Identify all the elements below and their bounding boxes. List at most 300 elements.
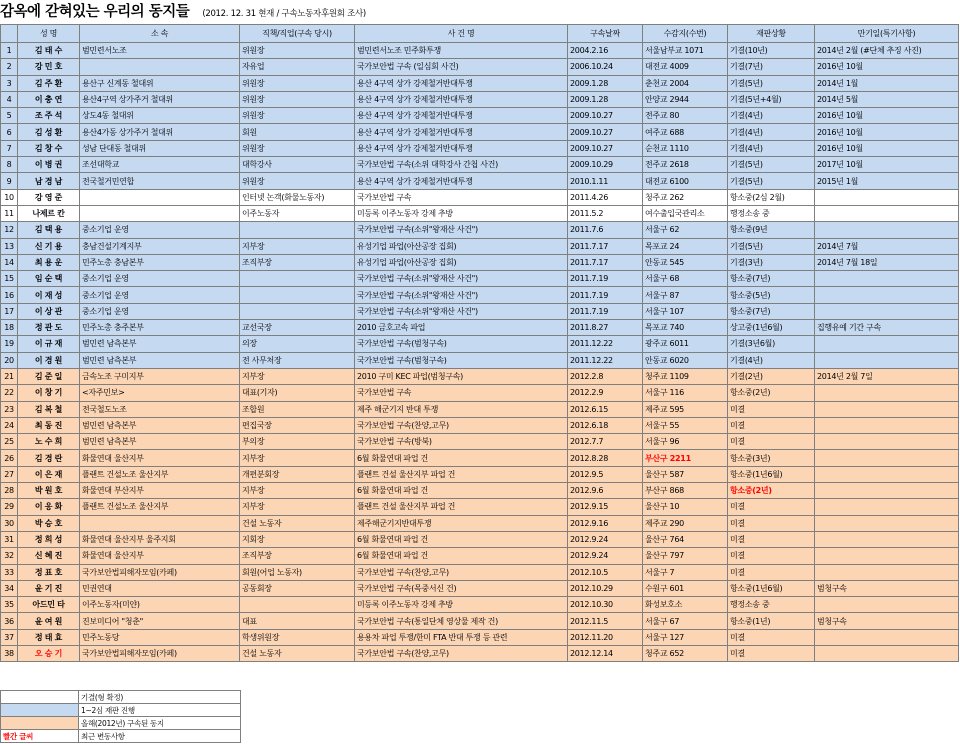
row-trial: 미결 [728, 645, 815, 661]
table-row [1, 287, 959, 303]
row-case: 6월 화물연대 파업 건 [355, 483, 568, 499]
row-org: 전국철거민연합 [80, 173, 240, 189]
row-expiry: 2016년 10월 [815, 140, 959, 156]
row-org [80, 189, 240, 205]
row-position: 지부장 [240, 499, 355, 515]
row-trial: 기결(10년) [728, 43, 815, 59]
row-number: 34 [1, 580, 18, 596]
table-row [1, 222, 959, 238]
row-position: 위원장 [240, 140, 355, 156]
row-date: 2012.10.5 [568, 564, 643, 580]
row-case: 국가보안법 구속(찬양,고무) [355, 564, 568, 580]
row-date: 2012.11.5 [568, 613, 643, 629]
table-header [1, 25, 959, 43]
row-expiry [815, 385, 959, 401]
row-case: 6월 화물연대 파업 건 [355, 548, 568, 564]
row-position: 공동회장 [240, 580, 355, 596]
row-prison: 서울구 55 [643, 417, 728, 433]
legend-swatch [1, 691, 79, 704]
row-position: 대표(기자) [240, 385, 355, 401]
table-row [1, 401, 959, 417]
table-row [1, 548, 959, 564]
row-name: 박 승 호 [18, 515, 80, 531]
header-position: 직책/직업(구속 당시) [240, 25, 355, 43]
row-position: 조직부장 [240, 254, 355, 270]
row-position: 위원장 [240, 173, 355, 189]
row-org: 용산4구역 상가주거 철대위 [80, 91, 240, 107]
row-name: 이 응 화 [18, 499, 80, 515]
row-position: 지부장 [240, 368, 355, 384]
row-case: 국가보안법 구속(방북) [355, 434, 568, 450]
row-position: 위원장 [240, 75, 355, 91]
row-case: 용산 4구역 상가 강제철거반대투쟁 [355, 75, 568, 91]
row-case: 국가보안법 구속(소위"왕재산 사건") [355, 222, 568, 238]
row-date: 2011.4.26 [568, 189, 643, 205]
row-org: 화물연대 울산지부 [80, 548, 240, 564]
row-trial: 상고중(1년6월) [728, 320, 815, 336]
row-name: 정 태 효 [18, 629, 80, 645]
row-trial: 기결(3년6월) [728, 336, 815, 352]
row-date: 2012.2.8 [568, 368, 643, 384]
row-number: 13 [1, 238, 18, 254]
table-row [1, 303, 959, 319]
row-prison: 청주교 262 [643, 189, 728, 205]
table-row [1, 108, 959, 124]
row-prison: 여수출입국관리소 [643, 205, 728, 221]
row-position: 대학강사 [240, 157, 355, 173]
row-org: 범민련서노조 [80, 43, 240, 59]
row-case: 국가보안법 구속(범청구속) [355, 352, 568, 368]
row-date: 2009.10.27 [568, 108, 643, 124]
row-name: 임 순 택 [18, 271, 80, 287]
row-prison: 제주교 595 [643, 401, 728, 417]
row-prison: 수원구 601 [643, 580, 728, 596]
table-row [1, 613, 959, 629]
row-trial: 항소중(7년) [728, 303, 815, 319]
row-name: 강 민 호 [18, 59, 80, 75]
row-trial: 미결 [728, 629, 815, 645]
row-trial: 기결(7년) [728, 59, 815, 75]
row-prison: 목포교 740 [643, 320, 728, 336]
row-prison: 청주교 1109 [643, 368, 728, 384]
row-expiry: 2014년 2월 7일 [815, 368, 959, 384]
header-prison: 수감지(수번) [643, 25, 728, 43]
row-name: 윤 여 원 [18, 613, 80, 629]
row-case: 6월 화물연대 파업 건 [355, 531, 568, 547]
row-name: 이 은 재 [18, 466, 80, 482]
row-expiry: 2016년 10월 [815, 59, 959, 75]
row-name: 김 경 란 [18, 450, 80, 466]
row-expiry [815, 450, 959, 466]
row-trial: 항소중(7년) [728, 271, 815, 287]
row-number: 9 [1, 173, 18, 189]
row-org: 충남건설기계지부 [80, 238, 240, 254]
row-case: 2010 구미 KEC 파업(범청구속) [355, 368, 568, 384]
legend-label: 올해(2012년) 구속된 동지 [79, 717, 241, 730]
row-case: 국가보안법 구속(소위 대학강사 간첩 사건) [355, 157, 568, 173]
row-date: 2011.7.19 [568, 303, 643, 319]
row-case: 국가보안법 구속(소위"왕재산 사건") [355, 287, 568, 303]
row-case: 플랜트 건설 울산지부 파업 건 [355, 466, 568, 482]
row-case: 용산 4구역 상가 강제철거반대투쟁 [355, 124, 568, 140]
row-trial: 미결 [728, 499, 815, 515]
row-prison: 울산구 587 [643, 466, 728, 482]
row-case: 국가보안법 구속(범청구속) [355, 336, 568, 352]
row-name: 정 관 도 [18, 320, 80, 336]
row-number: 37 [1, 629, 18, 645]
row-org: 화물연대 울산지부 울주지회 [80, 531, 240, 547]
legend-swatch [1, 704, 79, 717]
row-date: 2009.1.28 [568, 75, 643, 91]
header-expiry: 만기일(특기사항) [815, 25, 959, 43]
table-row [1, 157, 959, 173]
row-case: 국가보안법 구속 (일심회 사건) [355, 59, 568, 75]
row-prison: 여주교 688 [643, 124, 728, 140]
row-number: 35 [1, 597, 18, 613]
row-position: 의장 [240, 336, 355, 352]
row-position: 교선국장 [240, 320, 355, 336]
row-date: 2011.12.22 [568, 336, 643, 352]
header-case: 사 건 명 [355, 25, 568, 43]
row-position [240, 222, 355, 238]
row-expiry [815, 483, 959, 499]
row-org: 이주노동자(미얀) [80, 597, 240, 613]
table-row [1, 368, 959, 384]
row-name: 김 태 수 [18, 43, 80, 59]
row-org: 범민련 남측본부 [80, 434, 240, 450]
row-prison: 청주교 652 [643, 645, 728, 661]
row-trial: 항소중(5년) [728, 287, 815, 303]
header-org: 소 속 [80, 25, 240, 43]
row-date: 2012.7.7 [568, 434, 643, 450]
row-expiry [815, 205, 959, 221]
row-case: 미등록 이주노동자 강제 추방 [355, 205, 568, 221]
row-org: 중소기업 운영 [80, 222, 240, 238]
row-prison: 부산구 2211 [643, 450, 728, 466]
row-org: 플랜트 건설노조 울산지부 [80, 499, 240, 515]
row-prison: 광주교 6011 [643, 336, 728, 352]
row-name: 이 병 권 [18, 157, 80, 173]
row-date: 2011.7.17 [568, 254, 643, 270]
row-date: 2011.8.27 [568, 320, 643, 336]
row-trial: 행정소송 중 [728, 597, 815, 613]
row-trial: 미결 [728, 417, 815, 433]
row-name: 남 경 남 [18, 173, 80, 189]
table-row [1, 75, 959, 91]
row-org: 범민련 남측본부 [80, 336, 240, 352]
row-position [240, 303, 355, 319]
row-name: 노 수 희 [18, 434, 80, 450]
row-date: 2012.9.24 [568, 531, 643, 547]
row-org: 용산구 신계동 철대위 [80, 75, 240, 91]
table-row [1, 531, 959, 547]
row-number: 2 [1, 59, 18, 75]
row-case: 유성기업 파업(아산공장 집회) [355, 254, 568, 270]
table-row [1, 417, 959, 433]
row-expiry [815, 222, 959, 238]
table-row [1, 320, 959, 336]
row-expiry [815, 417, 959, 433]
row-case: 용용차 파업 투쟁/한미 FTA 반대 투쟁 등 관련 [355, 629, 568, 645]
title-main: 감옥에 갇혀있는 우리의 동지들 [0, 4, 190, 20]
row-trial: 항소중(1년6월) [728, 580, 815, 596]
row-case: 제주해군기지반대투쟁 [355, 515, 568, 531]
row-trial: 항소중(9년 [728, 222, 815, 238]
row-trial: 기결(5년) [728, 157, 815, 173]
row-number: 19 [1, 336, 18, 352]
row-name: 이 규 재 [18, 336, 80, 352]
row-case: 2010 금호고속 파업 [355, 320, 568, 336]
row-trial: 기결(2년) [728, 368, 815, 384]
row-case: 제주 해군기지 반대 투쟁 [355, 401, 568, 417]
legend-item [1, 691, 241, 704]
row-org [80, 515, 240, 531]
title-sub: (2012. 12. 31 현재 / 구속노동자후원회 조사) [202, 9, 366, 19]
row-trial: 기결(5년) [728, 238, 815, 254]
prisoners-table [0, 24, 959, 662]
row-trial: 미결 [728, 434, 815, 450]
row-trial: 항소중(3년) [728, 450, 815, 466]
row-name: 오 승 기 [18, 645, 80, 661]
row-number: 27 [1, 466, 18, 482]
row-case: 유성기업 파업(아산공장 집회) [355, 238, 568, 254]
row-date: 2011.7.6 [568, 222, 643, 238]
row-expiry [815, 466, 959, 482]
row-case: 용산 4구역 상가 강제철거반대투쟁 [355, 91, 568, 107]
row-org: 범민련 남측본부 [80, 352, 240, 368]
row-number: 29 [1, 499, 18, 515]
row-date: 2004.2.16 [568, 43, 643, 59]
row-number: 12 [1, 222, 18, 238]
row-position: 지부장 [240, 483, 355, 499]
row-number: 21 [1, 368, 18, 384]
row-org: 상도4동 철대위 [80, 108, 240, 124]
row-position: 지부장 [240, 450, 355, 466]
row-expiry: 2014년 7월 18일 [815, 254, 959, 270]
row-org: 중소기업 운영 [80, 287, 240, 303]
row-org: 민주노동당 [80, 629, 240, 645]
row-date: 2009.10.27 [568, 140, 643, 156]
row-number: 15 [1, 271, 18, 287]
table-row [1, 43, 959, 59]
row-expiry: 범청구속 [815, 580, 959, 596]
row-number: 24 [1, 417, 18, 433]
row-prison: 제주교 290 [643, 515, 728, 531]
table-row [1, 124, 959, 140]
row-trial: 항소중(2심 2월) [728, 189, 815, 205]
row-name: 김 복 철 [18, 401, 80, 417]
row-trial: 미결 [728, 564, 815, 580]
row-date: 2006.10.24 [568, 59, 643, 75]
row-date: 2012.9.6 [568, 483, 643, 499]
row-number: 11 [1, 205, 18, 221]
table-row [1, 352, 959, 368]
row-prison: 대전교 4009 [643, 59, 728, 75]
row-expiry: 2015년 1월 [815, 173, 959, 189]
row-name: 최 동 진 [18, 417, 80, 433]
row-name: 김 주 환 [18, 75, 80, 91]
row-date: 2012.6.15 [568, 401, 643, 417]
row-trial: 미결 [728, 401, 815, 417]
row-date: 2012.12.14 [568, 645, 643, 661]
row-date: 2011.5.2 [568, 205, 643, 221]
row-org: 성남 단대동 철대위 [80, 140, 240, 156]
row-name: 신 혜 진 [18, 548, 80, 564]
row-position: 조직부장 [240, 548, 355, 564]
row-prison: 안양교 2944 [643, 91, 728, 107]
row-trial: 기결(5년) [728, 173, 815, 189]
row-position: 인터넷 논객(화물노동자) [240, 189, 355, 205]
row-trial: 항소중(1년6월) [728, 466, 815, 482]
row-prison: 서울구 127 [643, 629, 728, 645]
table-row [1, 629, 959, 645]
row-position: 건설 노동자 [240, 645, 355, 661]
row-date: 2011.7.17 [568, 238, 643, 254]
row-org: 화물연대 울산지부 [80, 450, 240, 466]
row-expiry [815, 531, 959, 547]
row-prison: 울산구 797 [643, 548, 728, 564]
row-number: 36 [1, 613, 18, 629]
row-position: 위원장 [240, 91, 355, 107]
row-prison: 서울구 96 [643, 434, 728, 450]
table-row [1, 173, 959, 189]
row-org: 진보미디어 "청춘" [80, 613, 240, 629]
row-date: 2011.12.22 [568, 352, 643, 368]
legend-item [1, 730, 241, 743]
legend-label: 최근 변동사항 [79, 730, 241, 743]
table-row [1, 205, 959, 221]
row-date: 2012.8.28 [568, 450, 643, 466]
row-name: 박 원 호 [18, 483, 80, 499]
row-date: 2012.2.9 [568, 385, 643, 401]
row-position: 건설 노동자 [240, 515, 355, 531]
legend-item [1, 717, 241, 730]
row-number: 17 [1, 303, 18, 319]
row-prison: 서울구 7 [643, 564, 728, 580]
row-date: 2012.6.18 [568, 417, 643, 433]
row-number: 1 [1, 43, 18, 59]
row-trial: 기결(4년) [728, 352, 815, 368]
row-name: 최 용 운 [18, 254, 80, 270]
row-date: 2012.9.15 [568, 499, 643, 515]
row-prison: 서울구 107 [643, 303, 728, 319]
row-date: 2011.7.19 [568, 287, 643, 303]
row-date: 2012.10.30 [568, 597, 643, 613]
row-expiry [815, 645, 959, 661]
row-position: 이주노동자 [240, 205, 355, 221]
row-org: 플랜트 건설노조 울산지부 [80, 466, 240, 482]
row-name: 신 기 용 [18, 238, 80, 254]
row-number: 14 [1, 254, 18, 270]
row-number: 3 [1, 75, 18, 91]
row-date: 2012.9.24 [568, 548, 643, 564]
row-date: 2012.11.20 [568, 629, 643, 645]
row-org: 용산4가동 상가주거 철대위 [80, 124, 240, 140]
row-prison: 울산구 764 [643, 531, 728, 547]
row-number: 4 [1, 91, 18, 107]
row-trial: 항소중(1년) [728, 613, 815, 629]
row-position: 대표 [240, 613, 355, 629]
row-date: 2011.7.19 [568, 271, 643, 287]
row-name: 정 표 호 [18, 564, 80, 580]
row-name: 이 경 원 [18, 352, 80, 368]
row-name: 김 택 용 [18, 222, 80, 238]
table-row [1, 580, 959, 596]
row-case: 국가보안법 구속 [355, 189, 568, 205]
table-row [1, 385, 959, 401]
row-expiry [815, 352, 959, 368]
row-expiry [815, 597, 959, 613]
row-prison: 목포교 24 [643, 238, 728, 254]
table-row [1, 59, 959, 75]
row-expiry [815, 515, 959, 531]
row-expiry: 2017년 10월 [815, 157, 959, 173]
row-position [240, 271, 355, 287]
row-date: 2009.10.29 [568, 157, 643, 173]
row-name: 정 희 성 [18, 531, 80, 547]
row-org: 화물연대 부산지부 [80, 483, 240, 499]
row-org: 민주노총 충주본부 [80, 320, 240, 336]
row-prison: 서울구 62 [643, 222, 728, 238]
row-position: 회원(어업 노동자) [240, 564, 355, 580]
row-position: 학생위원장 [240, 629, 355, 645]
row-name: 김 준 일 [18, 368, 80, 384]
row-trial: 미결 [728, 548, 815, 564]
table-row [1, 271, 959, 287]
row-name: 조 주 석 [18, 108, 80, 124]
row-expiry: 범청구속 [815, 613, 959, 629]
row-number: 22 [1, 385, 18, 401]
row-prison: 화성보호소 [643, 597, 728, 613]
row-expiry [815, 271, 959, 287]
row-number: 18 [1, 320, 18, 336]
legend-swatch: 빨간 글씨 [1, 730, 79, 743]
table-row [1, 483, 959, 499]
row-number: 30 [1, 515, 18, 531]
table-row [1, 238, 959, 254]
row-position: 조합원 [240, 401, 355, 417]
row-number: 26 [1, 450, 18, 466]
row-position: 편집국장 [240, 417, 355, 433]
row-case: 국가보안법 구속(목중서신 건) [355, 580, 568, 596]
row-date: 2012.10.29 [568, 580, 643, 596]
row-prison: 전주교 80 [643, 108, 728, 124]
row-case: 용산 4구역 상가 강제철거반대투쟁 [355, 173, 568, 189]
row-prison: 서울구 87 [643, 287, 728, 303]
row-position: 개편분회장 [240, 466, 355, 482]
row-trial: 기결(4년) [728, 108, 815, 124]
table-row [1, 499, 959, 515]
row-number: 31 [1, 531, 18, 547]
table-row [1, 597, 959, 613]
row-org: 민권연대 [80, 580, 240, 596]
row-name: 김 창 수 [18, 140, 80, 156]
row-org: <자주민보> [80, 385, 240, 401]
row-case: 국가보안법 구속(찬양,고무) [355, 645, 568, 661]
row-position: 회원 [240, 124, 355, 140]
row-date: 2009.10.27 [568, 124, 643, 140]
row-trial: 행정소송 중 [728, 205, 815, 221]
row-org: 조선대학교 [80, 157, 240, 173]
row-trial: 미결 [728, 531, 815, 547]
row-date: 2010.1.11 [568, 173, 643, 189]
page-title [0, 0, 366, 22]
header-no [1, 25, 18, 43]
row-number: 20 [1, 352, 18, 368]
row-name: 윤 기 진 [18, 580, 80, 596]
row-expiry: 집행유예 기간 구속 [815, 320, 959, 336]
row-name: 이 상 관 [18, 303, 80, 319]
